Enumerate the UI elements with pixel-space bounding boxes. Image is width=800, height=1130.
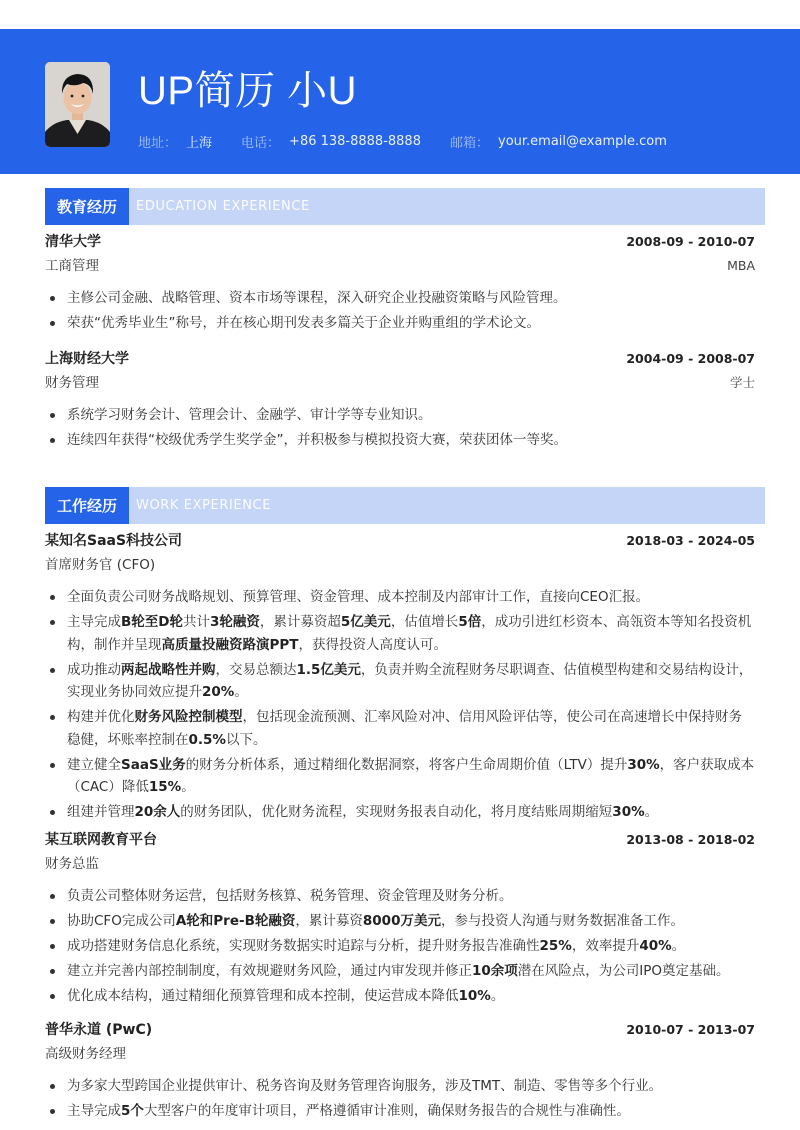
email-label: 邮箱： bbox=[449, 135, 489, 151]
job-title: 财务总监 bbox=[45, 856, 99, 872]
bullet-item: 系统学习财务会计、管理会计、金融学、审计学等专业知识。 bbox=[45, 404, 755, 427]
company-name: 某知名SaaS科技公司 bbox=[45, 533, 183, 549]
bullet-list bbox=[45, 1075, 755, 1123]
contact-email bbox=[450, 132, 667, 151]
bullet-item: 荣获“优秀毕业生”称号，并在核心期刊发表多篇关于企业并购重组的学术论文。 bbox=[45, 312, 755, 335]
phone-value: +86 138-8888-8888 bbox=[289, 133, 421, 149]
bullet-item: 成功搭建财务信息化系统，实现财务数据实时追踪与分析，提升财务报告准确性25%，效率提升40%。 bbox=[45, 935, 755, 958]
degree: 学士 bbox=[729, 375, 755, 390]
phone-label: 电话： bbox=[241, 135, 281, 151]
work-entry bbox=[45, 830, 755, 1010]
school-name: 清华大学 bbox=[45, 234, 101, 250]
education-section-header bbox=[45, 188, 765, 225]
work-entry bbox=[45, 531, 755, 826]
bullet-item: 主导完成B轮至D轮共计3轮融资，累计募资超5亿美元，估值增长5倍，成功引进红杉资本、高瓴资本等知名投资机构，制作并呈现高质量投融资路演PPT，获得投资人高度认可。 bbox=[45, 611, 755, 656]
major: 财务管理 bbox=[45, 375, 99, 391]
bullet-item: 优化成本结构，通过精细化预算管理和成本控制，使运营成本降低10%。 bbox=[45, 985, 755, 1008]
resume-header bbox=[0, 29, 800, 174]
contact-address bbox=[138, 132, 212, 151]
bullet-item: 成功推动两起战略性并购，交易总额达1.5亿美元，负责并购全流程财务尽职调查、估值模型构建和交易结构设计，实现业务协同效应提升20%。 bbox=[45, 659, 755, 704]
bullet-list bbox=[45, 404, 755, 452]
avatar-portrait-icon bbox=[45, 62, 110, 147]
work-date: 2013-08 - 2018-02 bbox=[626, 832, 755, 847]
job-title: 高级财务经理 bbox=[45, 1046, 126, 1062]
contact-phone bbox=[241, 132, 421, 151]
bullet-item: 主导完成5个大型客户的年度审计项目，严格遵循审计准则，确保财务报告的合规性与准确性。 bbox=[45, 1100, 755, 1123]
bullet-item: 构建并优化财务风险控制模型，包括现金流预测、汇率风险对冲、信用风险评估等，使公司在高速增长中保持财务稳健，坏账率控制在0.5%以下。 bbox=[45, 706, 755, 751]
bullet-list bbox=[45, 287, 755, 335]
candidate-name: UP简历 小U bbox=[138, 69, 358, 113]
degree: MBA bbox=[727, 258, 755, 273]
bullet-list bbox=[45, 586, 755, 824]
bullet-item: 协助CFO完成公司A轮和Pre-B轮融资，累计募资8000万美元，参与投资人沟通与财务数据准备工作。 bbox=[45, 910, 755, 933]
education-title-en: EDUCATION EXPERIENCE bbox=[136, 199, 310, 214]
bullet-item: 组建并管理20余人的财务团队，优化财务流程，实现财务报表自动化，将月度结账周期缩短30%。 bbox=[45, 801, 755, 824]
major: 工商管理 bbox=[45, 258, 99, 274]
bullet-list bbox=[45, 885, 755, 1008]
education-date: 2004-09 - 2008-07 bbox=[626, 351, 755, 366]
education-title-cn: 教育经历 bbox=[45, 188, 129, 225]
work-date: 2010-07 - 2013-07 bbox=[626, 1022, 755, 1037]
education-entry bbox=[45, 232, 755, 337]
bullet-item: 为多家大型跨国企业提供审计、税务咨询及财务管理咨询服务，涉及TMT、制造、零售等多个行业。 bbox=[45, 1075, 755, 1098]
work-title-en: WORK EXPERIENCE bbox=[136, 498, 272, 513]
company-name: 普华永道 (PwC) bbox=[45, 1022, 153, 1038]
work-title-cn: 工作经历 bbox=[45, 487, 129, 524]
job-title: 首席财务官 (CFO) bbox=[45, 557, 156, 573]
education-date: 2008-09 - 2010-07 bbox=[626, 234, 755, 249]
work-entry bbox=[45, 1020, 755, 1125]
education-entry bbox=[45, 349, 755, 454]
bullet-item: 建立并完善内部控制制度，有效规避财务风险，通过内审发现并修正10余项潜在风险点，为公司IPO奠定基础。 bbox=[45, 960, 755, 983]
work-section-header bbox=[45, 487, 765, 524]
bullet-item: 全面负责公司财务战略规划、预算管理、资金管理、成本控制及内部审计工作，直接向CEO汇报。 bbox=[45, 586, 755, 609]
profile-photo bbox=[45, 62, 110, 147]
bullet-item: 主修公司金融、战略管理、资本市场等课程，深入研究企业投融资策略与风险管理。 bbox=[45, 287, 755, 310]
address-label: 地址： bbox=[138, 135, 178, 151]
address-value: 上海 bbox=[186, 135, 213, 151]
work-date: 2018-03 - 2024-05 bbox=[626, 533, 755, 548]
contact-info bbox=[138, 132, 696, 150]
school-name: 上海财经大学 bbox=[45, 351, 129, 367]
bullet-item: 建立健全SaaS业务的财务分析体系，通过精细化数据洞察，将客户生命周期价值（LTV）提升30%，客户获取成本（CAC）降低15%。 bbox=[45, 754, 755, 799]
bullet-item: 负责公司整体财务运营，包括财务核算、税务管理、资金管理及财务分析。 bbox=[45, 885, 755, 908]
email-value: your.email@example.com bbox=[498, 133, 667, 149]
company-name: 某互联网教育平台 bbox=[45, 832, 157, 848]
bullet-item: 连续四年获得“校级优秀学生奖学金”，并积极参与模拟投资大赛，荣获团体一等奖。 bbox=[45, 429, 755, 452]
